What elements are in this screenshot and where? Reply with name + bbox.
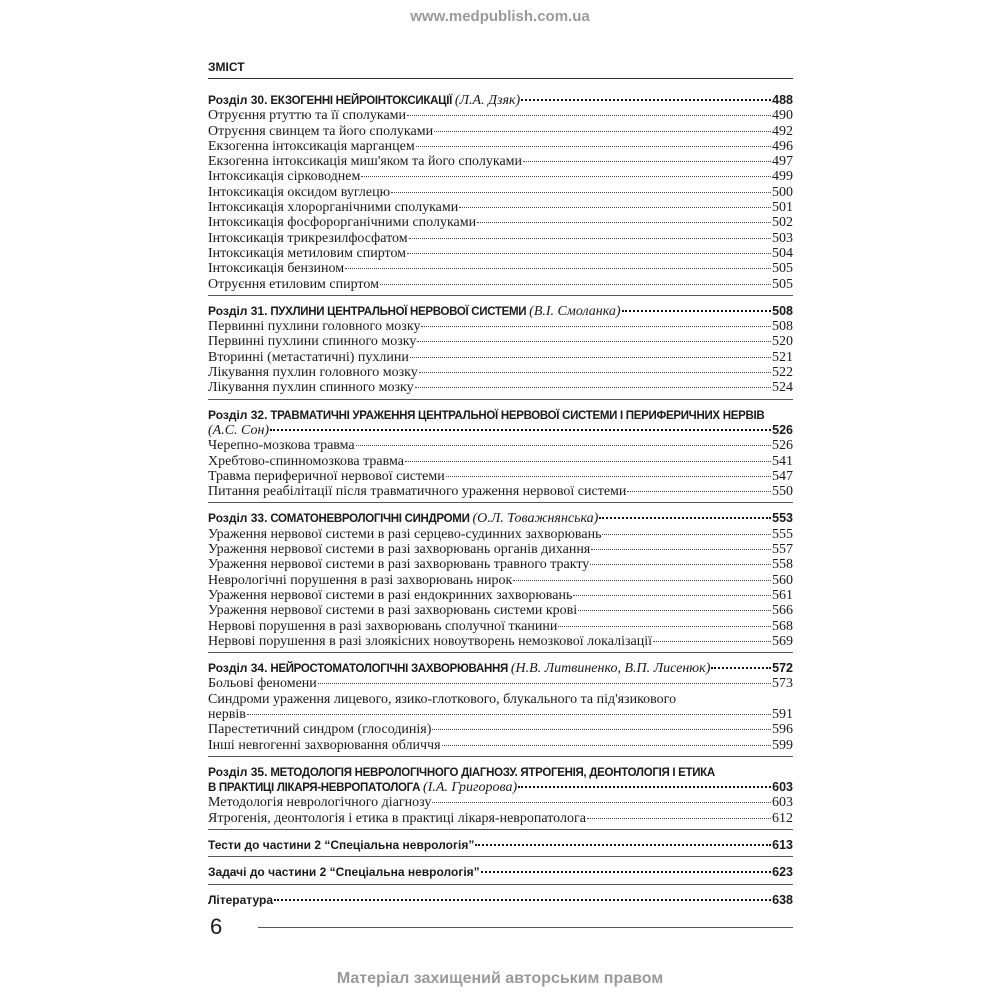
page-ref: 547 <box>772 468 793 484</box>
toc-entry[interactable] <box>208 139 793 154</box>
toc-entry[interactable] <box>208 380 793 395</box>
dot-leader <box>247 714 771 715</box>
entry-title: Інтоксикація оксидом вуглецю <box>208 184 391 200</box>
section-heading[interactable] <box>208 765 793 780</box>
entry-title: Отруєння свинцем та його сполуками <box>208 123 434 139</box>
entry-title: Лікування пухлин головного мозку <box>208 365 418 381</box>
toc-section <box>208 295 793 396</box>
dot-leader <box>521 99 771 101</box>
entry-title: Інтоксикація бензином <box>208 261 345 277</box>
section-title <box>208 93 520 109</box>
dot-leader <box>270 429 771 431</box>
toc-entry[interactable] <box>208 215 793 230</box>
section-title <box>208 408 764 424</box>
section-author: (О.Л. Товажнянська) <box>472 511 599 527</box>
section-heading[interactable] <box>208 408 793 423</box>
site-url: www.medpublish.com.ua <box>410 8 590 25</box>
section-title <box>208 304 621 320</box>
section-label: Розділ 31. <box>208 303 268 318</box>
page-ref: 508 <box>772 319 793 335</box>
entry-title: Питання реабілітації після травматичного ураження нервової системи <box>208 484 627 500</box>
dot-leader <box>432 802 771 803</box>
section-title <box>208 780 517 796</box>
toc-entry[interactable] <box>208 261 793 276</box>
section-label: Розділ 34. <box>208 661 268 676</box>
dot-leader <box>599 517 771 519</box>
entry-title: Ураження нервової системи в разі захворювань травного тракту <box>208 557 590 573</box>
page-ref: 521 <box>772 349 793 365</box>
page-ref: 541 <box>772 453 793 469</box>
dot-leader <box>481 871 771 873</box>
page-ref: 603 <box>772 780 793 795</box>
entry-title: Больові феномени <box>208 676 317 692</box>
entry-title: нервів <box>208 706 246 722</box>
page-ref: 526 <box>772 438 793 454</box>
toc-entry[interactable] <box>208 185 793 200</box>
toc-entry[interactable] <box>208 350 793 365</box>
page-ref: 557 <box>772 542 793 558</box>
dot-leader <box>558 626 771 627</box>
toc-section <box>208 856 793 880</box>
toc-entry[interactable] <box>208 169 793 184</box>
dot-leader <box>518 786 771 788</box>
section-label: Література <box>208 892 274 907</box>
toc-section <box>208 652 793 753</box>
section-name: В ПРАКТИЦІ ЛІКАРЯ-НЕВРОПАТОЛОГА <box>208 782 421 795</box>
toc-entry[interactable] <box>208 557 793 572</box>
page-ref: 603 <box>772 795 793 811</box>
toc-entry[interactable] <box>208 108 793 123</box>
dot-leader <box>653 641 771 642</box>
page-ref: 490 <box>772 108 793 124</box>
page-ref: 492 <box>772 123 793 139</box>
toc-entry[interactable] <box>208 484 793 499</box>
page-ref: 522 <box>772 365 793 381</box>
entry-title: Інтоксикація метиловим спиртом <box>208 245 407 261</box>
section-heading[interactable] <box>208 661 793 676</box>
page-header: ЗМІСТ <box>208 60 793 79</box>
section-title <box>208 423 269 439</box>
dot-leader <box>274 899 771 901</box>
toc-entry[interactable] <box>208 676 793 691</box>
dot-leader <box>602 534 771 535</box>
page-number: 6 <box>210 914 223 939</box>
toc-section <box>208 884 793 908</box>
entry-title: Інтоксикація хлорорганічними сполуками <box>208 200 459 216</box>
toc-entry[interactable] <box>208 246 793 261</box>
section-title <box>208 893 273 909</box>
entry-title: Нервові порушення в разі захворювань сполучної тканини <box>208 618 558 634</box>
page-ref: 505 <box>772 261 793 277</box>
page-ref: 553 <box>772 511 793 526</box>
toc-entry[interactable] <box>208 454 793 469</box>
dot-leader <box>409 238 771 239</box>
dot-leader <box>361 176 771 177</box>
dot-leader <box>627 491 771 492</box>
toc-entry[interactable] <box>208 527 793 542</box>
section-author: (Н.В. Литвиненко, В.П. Лисенюк) <box>510 661 711 677</box>
page-ref: 497 <box>772 154 793 170</box>
entry-title: Хребтово-спинномозкова травма <box>208 453 404 469</box>
entry-title: Неврологічні порушення в разі захворювань нирок <box>208 572 513 588</box>
section-author: (В.І. Смоланка) <box>529 303 621 319</box>
section-name: МЕТОДОЛОГІЯ НЕВРОЛОГІЧНОГО ДІАГНОЗУ. ЯТРОГЕНІЯ, ДЕОНТОЛОГІЯ І ЕТИКА <box>270 766 715 779</box>
page-ref: 499 <box>772 169 793 185</box>
page-ref: 504 <box>772 245 793 261</box>
toc-entry[interactable] <box>208 365 793 380</box>
dot-leader <box>405 461 771 462</box>
section-name: ТРАВМАТИЧНІ УРАЖЕННЯ ЦЕНТРАЛЬНОЇ НЕРВОВОЇ СИСТЕМИ І ПЕРИФЕРИЧНИХ НЕРВІВ <box>270 409 765 422</box>
dot-leader <box>416 146 771 147</box>
page-ref: 638 <box>772 892 793 907</box>
page-ref: 573 <box>772 676 793 692</box>
section-heading[interactable] <box>208 511 793 526</box>
toc-section <box>208 829 793 853</box>
page-ref: 566 <box>772 603 793 619</box>
page-ref: 612 <box>772 810 793 826</box>
dot-leader <box>415 387 771 388</box>
page-ref: 596 <box>772 722 793 738</box>
entry-title: Інтоксикація трикрезилфосфатом <box>208 230 408 246</box>
dot-leader <box>578 610 771 611</box>
entry-title: Інші невrогенні захворювання обличчя <box>208 737 441 753</box>
page-ref: 569 <box>772 633 793 649</box>
page-ref: 591 <box>772 706 793 722</box>
section-label: Тести до частини 2 “Спеціальна неврологія” <box>208 838 475 853</box>
toc-entry[interactable] <box>208 619 793 634</box>
dot-leader <box>410 357 771 358</box>
dot-leader <box>711 667 771 669</box>
section-label: Розділ 33. <box>208 511 268 526</box>
section-heading[interactable] <box>208 93 793 108</box>
toc-entry[interactable] <box>208 692 793 707</box>
dot-leader <box>318 683 771 684</box>
toc-entry[interactable] <box>208 588 793 603</box>
toc-entry[interactable] <box>208 319 793 334</box>
entry-title: Черепно-мозкова травма <box>208 438 355 454</box>
page-ref: 501 <box>772 200 793 216</box>
dot-leader <box>356 445 771 446</box>
toc-section <box>208 756 793 826</box>
section-name: ЕКЗОГЕННІ НЕЙРОІНТОКСИКАЦІЇ <box>270 95 452 107</box>
page-ref: 572 <box>772 661 793 676</box>
page-ref: 500 <box>772 184 793 200</box>
section-author: (Л.А. Дзяк) <box>454 93 521 108</box>
dot-leader <box>391 192 771 193</box>
dot-leader <box>446 476 771 477</box>
section-author: (А.С. Сон) <box>208 422 270 438</box>
section-heading[interactable] <box>208 865 793 880</box>
page-ref: 550 <box>772 484 793 500</box>
toc-entry[interactable] <box>208 469 793 484</box>
entry-title: Парестетичний синдром (глосодинія) <box>208 722 432 738</box>
dot-leader <box>345 268 771 269</box>
dot-leader <box>622 310 772 312</box>
toc-entry[interactable] <box>208 738 793 753</box>
toc-section <box>208 502 793 649</box>
section-name: СОМАТОНЕВРОЛОГІЧНІ СИНДРОМИ <box>270 513 470 526</box>
section-title <box>208 765 715 781</box>
entry-title: Травма периферичної нервової системи <box>208 468 445 484</box>
section-label: Розділ 35. <box>208 764 268 779</box>
dot-leader <box>573 595 771 596</box>
page-ref: 520 <box>772 334 793 350</box>
dot-leader <box>477 222 771 223</box>
toc-entry[interactable] <box>208 542 793 557</box>
entry-title: Ятрогенія, деонтологія і етика в практиці лікаря-невропатолога <box>208 810 586 826</box>
page-ref: 488 <box>772 93 793 107</box>
footer-divider <box>258 927 793 928</box>
dot-leader <box>434 131 771 132</box>
section-heading-continued <box>208 423 793 438</box>
dot-leader <box>432 729 771 730</box>
page-ref: 613 <box>772 838 793 853</box>
entry-title: Ураження нервової системи в разі серцево-судинних захворювань <box>208 526 602 542</box>
page-ref: 505 <box>772 276 793 292</box>
entry-title: Первинні пухлини головного мозку <box>208 319 421 335</box>
toc-entry[interactable] <box>208 334 793 349</box>
section-name: НЕЙРОСТОМАТОЛОГІЧНІ ЗАХВОРЮВАННЯ <box>270 663 508 676</box>
section-heading-continued <box>208 780 793 795</box>
page-ref: 503 <box>772 230 793 246</box>
section-heading[interactable] <box>208 893 793 908</box>
page-ref: 508 <box>772 303 793 318</box>
dot-leader <box>459 207 771 208</box>
section-title <box>208 865 480 881</box>
entry-title: Вторинні (метастатичні) пухлини <box>208 349 409 365</box>
section-title <box>208 661 710 677</box>
entry-title: Отруєння ртуттю та її сполуками <box>208 108 407 124</box>
entry-title: Первинні пухлини спинного мозку <box>208 334 417 350</box>
table-of-contents <box>208 93 793 908</box>
dot-leader <box>590 564 771 565</box>
page-ref: 524 <box>772 380 793 396</box>
dot-leader <box>419 372 771 373</box>
page-ref: 623 <box>772 865 793 880</box>
section-heading[interactable] <box>208 304 793 319</box>
entry-title: Ураження нервової системи в разі захворювань органів дихання <box>208 542 591 558</box>
dot-leader <box>591 549 771 550</box>
dot-leader <box>417 341 771 342</box>
dot-leader <box>421 326 771 327</box>
toc-entry[interactable] <box>208 200 793 215</box>
section-heading[interactable] <box>208 838 793 853</box>
entry-title: Ураження нервової системи в разі захворювань системи крові <box>208 603 578 619</box>
toc-entry[interactable] <box>208 438 793 453</box>
toc-entry-continued[interactable] <box>208 707 793 722</box>
entry-title: Методологія неврологічного діагнозу <box>208 795 432 811</box>
entry-title: Нервові порушення в разі злоякісних новоутворень немозкової локалізації <box>208 633 652 649</box>
toc-entry[interactable] <box>208 722 793 737</box>
dot-leader <box>475 844 771 846</box>
page-ref: 526 <box>772 422 793 437</box>
section-title <box>208 511 598 527</box>
copyright-notice: Матеріал захищений авторським правом <box>336 970 664 987</box>
entry-title: Ураження нервової системи в разі ендокринних захворювань <box>208 587 573 603</box>
page-ref: 568 <box>772 618 793 634</box>
page-ref: 561 <box>772 587 793 603</box>
toc-entry[interactable] <box>208 603 793 618</box>
entry-title: Отруєння етиловим спиртом <box>208 276 379 292</box>
entry-title: Лікування пухлин спинного мозку <box>208 380 414 396</box>
page-ref: 560 <box>772 572 793 588</box>
page-ref: 555 <box>772 526 793 542</box>
entry-title: Синдроми ураження лицевого, язико-глоткового, блукального та під'язикового <box>208 691 677 707</box>
dot-leader <box>407 253 771 254</box>
section-author: (І.А. Григорова) <box>423 780 518 796</box>
toc-entry[interactable] <box>208 634 793 649</box>
section-label: Розділ 32. <box>208 407 268 422</box>
section-label: Розділ 30. <box>208 93 268 107</box>
toc-section <box>208 93 793 292</box>
dot-leader <box>513 580 771 581</box>
toc-entry[interactable] <box>208 277 793 292</box>
toc-entry[interactable] <box>208 154 793 169</box>
dot-leader <box>407 115 771 116</box>
section-title <box>208 838 474 854</box>
dot-leader <box>380 284 771 285</box>
section-name: ПУХЛИНИ ЦЕНТРАЛЬНОЇ НЕРВОВОЇ СИСТЕМИ <box>270 305 527 318</box>
dot-leader <box>442 745 771 746</box>
toc-entry[interactable] <box>208 231 793 246</box>
toc-section <box>208 399 793 500</box>
dot-leader <box>523 161 771 162</box>
toc-entry[interactable] <box>208 573 793 588</box>
entry-title: Інтоксикація сірководнем <box>208 169 361 185</box>
entry-title: Екзогенна інтоксикація миш'яком та його сполуками <box>208 154 523 170</box>
toc-entry[interactable] <box>208 124 793 139</box>
toc-entry[interactable] <box>208 811 793 826</box>
toc-entry[interactable] <box>208 795 793 810</box>
page-ref: 496 <box>772 138 793 154</box>
page-ref: 599 <box>772 737 793 753</box>
entry-title: Екзогенна інтоксикація марганцем <box>208 138 415 154</box>
page-ref: 502 <box>772 215 793 231</box>
entry-title: Інтоксикація фосфорорганічними сполуками <box>208 215 477 231</box>
dot-leader <box>587 818 771 819</box>
section-label: Задачі до частини 2 “Спеціальна неврологія” <box>208 865 480 880</box>
page-ref: 558 <box>772 557 793 573</box>
